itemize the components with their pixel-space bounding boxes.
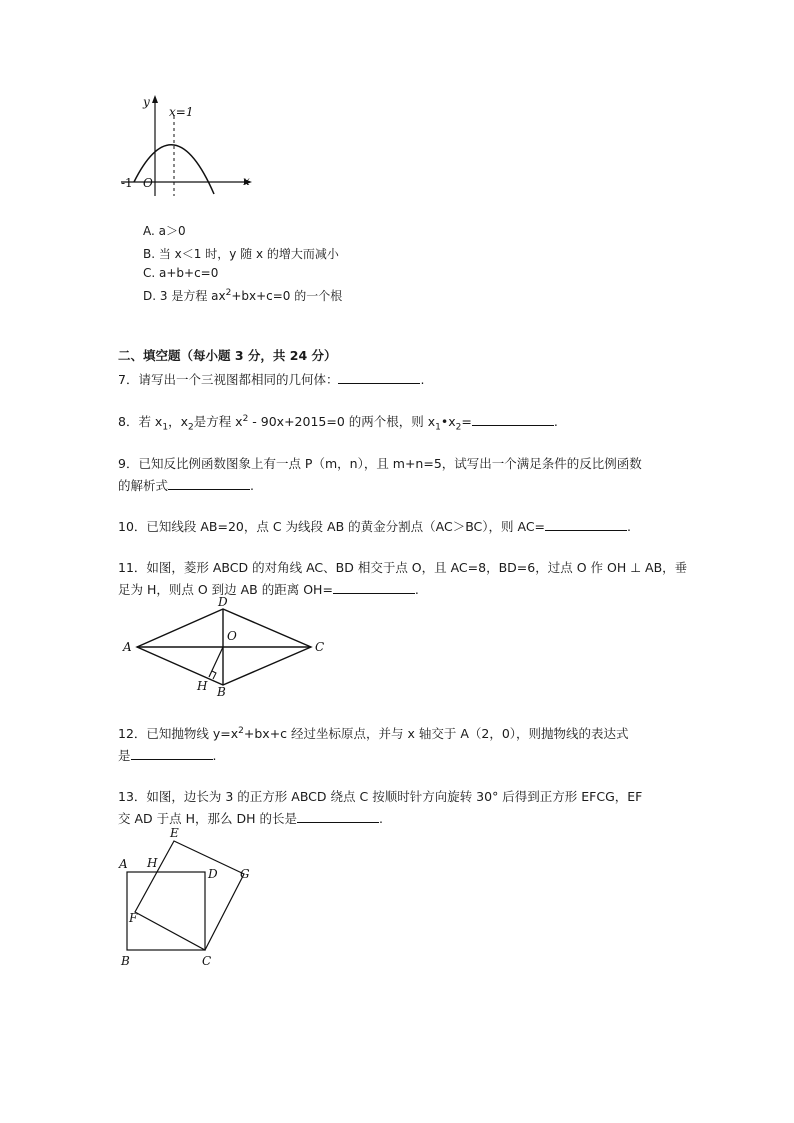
q13-blank: [297, 810, 379, 823]
question-11-line-1: 11．如图，菱形 ABCD 的对角线 AC、BD 相交于点 O，且 AC=8，BD=6，过点 O 作 OH ⊥ AB，垂: [118, 560, 688, 575]
q7-end: .: [420, 372, 425, 387]
option-d-pre: D. 3 是方程 ax: [143, 289, 226, 303]
q12-p2: +bx+c 经过坐标原点，并与 x 轴交于 A（2，0），则抛物线的表达式: [243, 726, 629, 741]
question-9-line-2: [118, 476, 254, 494]
q12-end: .: [212, 748, 217, 763]
q8-s1: 1: [162, 422, 169, 433]
q8-blank: [472, 413, 554, 426]
q8-p2: ，x: [168, 414, 188, 429]
square-label-f: F: [129, 911, 138, 925]
origin-label: O: [143, 176, 153, 190]
q12-sup: 2: [238, 725, 244, 736]
q9-line2-text: 的解析式: [118, 478, 169, 493]
rhombus-label-h: H: [197, 679, 208, 693]
option-d-sup: 2: [225, 288, 232, 298]
square-abcd: [127, 872, 205, 950]
q13-end: .: [378, 811, 383, 826]
q8-s4: 2: [455, 422, 462, 433]
option-d: [143, 287, 342, 304]
question-9-line-1: 9．已知反比例函数图象上有一点 P（m，n），且 m+n=5，试写出一个满足条件的反比例函数: [118, 456, 642, 471]
q7-text: 7．请写出一个三视图都相同的几何体：: [118, 372, 339, 387]
q8-end: .: [553, 414, 558, 429]
option-d-post: +bx+c=0 的一个根: [231, 289, 343, 303]
question-10: [118, 517, 631, 535]
square-label-d: D: [208, 867, 218, 881]
question-12-line-1: [118, 724, 629, 742]
q8-p6: =: [461, 414, 472, 429]
q12-blank: [131, 747, 213, 760]
q7-blank: [338, 371, 420, 384]
right-angle-mark: [212, 671, 216, 679]
q8-s3: 1: [435, 422, 441, 433]
option-c: C. a+b+c=0: [143, 266, 219, 280]
rhombus-label-a: A: [123, 640, 132, 654]
rotated-square-figure: [112, 822, 262, 972]
section-title: 二、填空题（每小题 3 分，共 24 分）: [118, 348, 337, 363]
square-label-b: B: [121, 954, 130, 968]
rhombus-label-b: B: [217, 685, 226, 699]
q8-s2: 2: [187, 422, 194, 433]
x-axis-label: x: [243, 174, 250, 188]
question-12-line-2: [118, 746, 217, 764]
option-b: B. 当 x＜1 时，y 随 x 的增大而减小: [143, 247, 339, 261]
rhombus-figure: [115, 592, 340, 702]
q8-p5: •x: [440, 414, 456, 429]
q10-text: 10．已知线段 AB=20，点 C 为线段 AB 的黄金分割点（AC＞BC），则 AC=: [118, 519, 546, 534]
q9-blank: [168, 477, 250, 490]
rhombus-label-c: C: [315, 640, 325, 654]
q9-end: .: [250, 478, 254, 493]
square-label-c: C: [202, 954, 212, 968]
option-a: A. a＞0: [143, 224, 186, 238]
square-label-a: A: [119, 857, 128, 871]
question-13-line-1: 13．如图，边长为 3 的正方形 ABCD 绕点 C 按顺时针方向旋转 30° 后得到正方形 EFCG，EF: [118, 789, 643, 804]
q11-end: .: [414, 582, 419, 597]
square-label-e: E: [170, 826, 179, 840]
question-7: [118, 370, 424, 388]
q12-line2-text: 是: [118, 748, 131, 763]
y-axis-label: y: [143, 95, 150, 109]
q10-end: .: [627, 519, 632, 534]
parabola-figure: [115, 92, 260, 202]
symmetry-axis-label: x=1: [169, 105, 194, 119]
neg-one-label: -1: [121, 176, 133, 190]
y-axis-arrow: [152, 95, 158, 103]
question-8: [118, 412, 558, 433]
rhombus-label-o: O: [227, 629, 237, 643]
q12-p1: 12．已知抛物线 y=x: [118, 726, 239, 741]
square-label-g: G: [240, 867, 250, 881]
q8-sup: 2: [242, 413, 249, 424]
q11-blank: [333, 581, 415, 594]
square-label-h: H: [147, 856, 158, 870]
q8-p1: 8．若 x: [118, 414, 163, 429]
q11-line2-text: 足为 H，则点 O 到边 AB 的距离 OH=: [118, 582, 333, 597]
q8-p3: 是方程 x: [193, 414, 243, 429]
q8-p4: - 90x+2015=0 的两个根，则 x: [248, 414, 436, 429]
q13-line2-text: 交 AD 于点 H，那么 DH 的长是: [118, 811, 297, 826]
rhombus-label-d: D: [218, 595, 228, 609]
q10-blank: [545, 518, 627, 531]
